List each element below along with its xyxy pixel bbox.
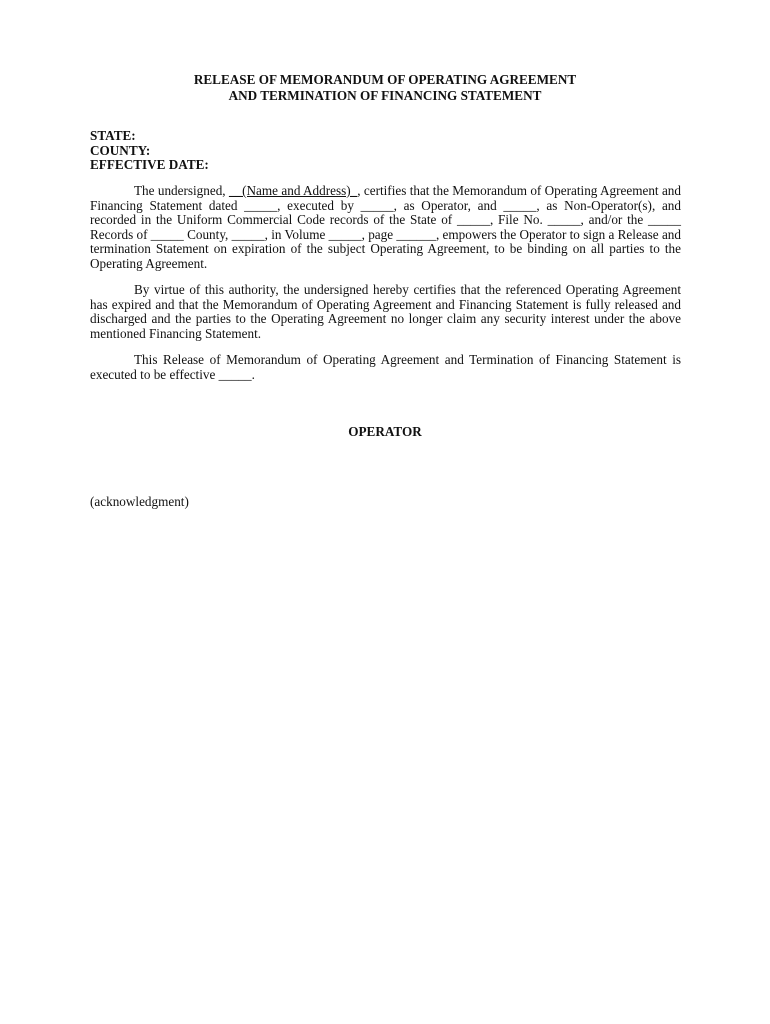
state-label: STATE: (90, 128, 136, 143)
acknowledgment-text: (acknowledgment) (90, 494, 189, 509)
para1-prefix: The undersigned, (134, 183, 229, 198)
name-address-field: __(Name and Address)_ (228, 183, 358, 198)
title-line-2: AND TERMINATION OF FINANCING STATEMENT (228, 87, 542, 103)
county-label: COUNTY: (90, 142, 151, 158)
paragraph-authority: By virtue of this authority, the undersigned hereby certifies that the referenced Operating Agreement has expired and that the Memorandum of Operating Agreement and Financing Statement is fully released and discharged and the parties to the Operating Agreement no longer claim any security interest under the above mentioned Financing Statement. (90, 282, 681, 341)
para1-rest: , certifies that the Memorandum of Operating Agreement and Financing Statement dated _____, executed by _____, as Operator, and _____, as Non-Operator(s), and recorded in the Uniform Commercial Code records of the State of _____, File No. _____, and/or the _____ Records of _____ County, _____, in Volume _____, page ______, empowers the Operator to sign a Release and termination Statement on expiration of the subject Operating Agreement, to be binding on all parties to the Operating Agreement. (90, 183, 681, 271)
effective-date-label: EFFECTIVE DATE: (90, 157, 209, 172)
document-title (90, 72, 680, 103)
header-fields (90, 129, 209, 173)
operator-label: OPERATOR (348, 424, 422, 439)
title-line-1: RELEASE OF MEMORANDUM OF OPERATING AGREEMENT (193, 72, 577, 87)
paragraph-certification (90, 184, 681, 272)
paragraph-effective: This Release of Memorandum of Operating Agreement and Termination of Financing Statement is executed to be effective _____. (90, 352, 681, 382)
